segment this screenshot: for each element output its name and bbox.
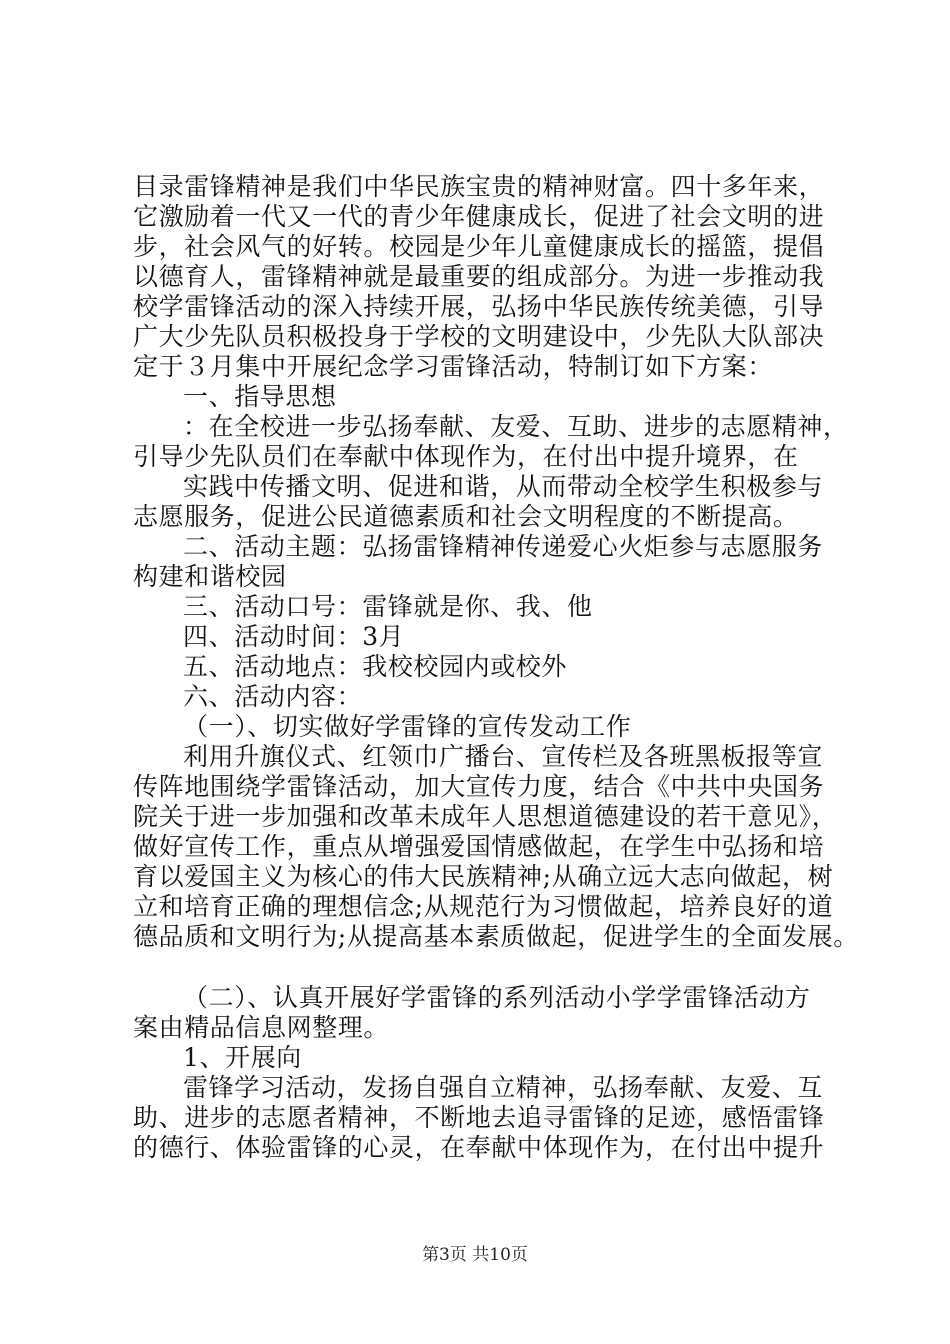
text-line: 一、指导思想	[183, 382, 337, 411]
text-line: 广大少先队员积极投身于学校的文明建设中，少先队大队部决	[133, 322, 825, 351]
text-line: 立和培育正确的理想信念;从规范行为习惯做起，培养良好的道	[133, 892, 834, 921]
text-line: 传阵地围绕学雷锋活动，加大宣传力度，结合《中共中央国务	[133, 772, 825, 801]
text-line: 校学雷锋活动的深入持续开展，弘扬中华民族传统美德，引导	[133, 292, 825, 321]
page-number-footer: 第3页 共10页	[422, 1245, 528, 1265]
paragraph-gap	[133, 952, 823, 983]
text-line: 育以爱国主义为核心的伟大民族精神;从确立远大志向做起，树	[133, 862, 834, 891]
text-line: 案由精品信息网整理。	[133, 1013, 390, 1042]
text-line: 构建和谐校园	[133, 562, 287, 591]
document-body	[133, 172, 859, 1163]
text-line: ：在全校进一步弘扬奉献、友爱、互助、进步的志愿精神，	[183, 412, 849, 441]
text-line: 引导少先队员们在奉献中体现作为，在付出中提升境界，在	[133, 442, 799, 471]
text-line: 雷锋学习活动，发扬自强自立精神，弘扬奉献、友爱、互	[183, 1073, 824, 1102]
text-line: 做好宣传工作，重点从增强爱国情感做起，在学生中弘扬和培	[133, 832, 825, 861]
text-line: 实践中传播文明、促进和谐，从而带动全校学生积极参与	[183, 472, 824, 501]
text-line: 四、活动时间：3月	[183, 622, 405, 651]
text-line: 五、活动地点：我校校园内或校外	[183, 652, 568, 681]
text-line: 三、活动口号：雷锋就是你、我、他	[183, 592, 593, 621]
text-line: 1、开展向	[183, 1043, 302, 1072]
text-line: 助、进步的志愿者精神，不断地去追寻雷锋的足迹，感悟雷锋	[133, 1103, 825, 1132]
text-line: 六、活动内容：	[183, 682, 363, 711]
text-line: 志愿服务，促进公民道德素质和社会文明程度的不断提高。	[133, 502, 799, 531]
text-line: 二、活动主题：弘扬雷锋精神传递爱心火炬参与志愿服务	[183, 532, 824, 561]
text-line: 它激励着一代又一代的青少年健康成长，促进了社会文明的进	[133, 202, 825, 231]
text-line: 目录雷锋精神是我们中华民族宝贵的精神财富。四十多年来，	[133, 172, 825, 201]
text-line: 利用升旗仪式、红领巾广播台、宣传栏及各班黑板报等宣	[183, 742, 824, 771]
text-line: 以德育人，雷锋精神就是最重要的组成部分。为进一步推动我	[133, 262, 825, 291]
text-line: 的德行、体验雷锋的心灵，在奉献中体现作为，在付出中提升	[133, 1133, 825, 1162]
text-line: 定于３月集中开展纪念学习雷锋活动，特制订如下方案：	[133, 352, 774, 381]
text-line: 步，社会风气的好转。校园是少年儿童健康成长的摇篮，提倡	[133, 232, 825, 261]
text-line: （一）、切实做好学雷锋的宣传发动工作	[183, 712, 632, 741]
text-line: 德品质和文明行为;从提高基本素质做起，促进学生的全面发展。	[133, 922, 859, 951]
text-line: （二）、认真开展好学雷锋的系列活动小学学雷锋活动方	[183, 983, 811, 1012]
text-line: 院关于进一步加强和改革未成年人思想道德建设的若干意见》，	[133, 802, 838, 831]
